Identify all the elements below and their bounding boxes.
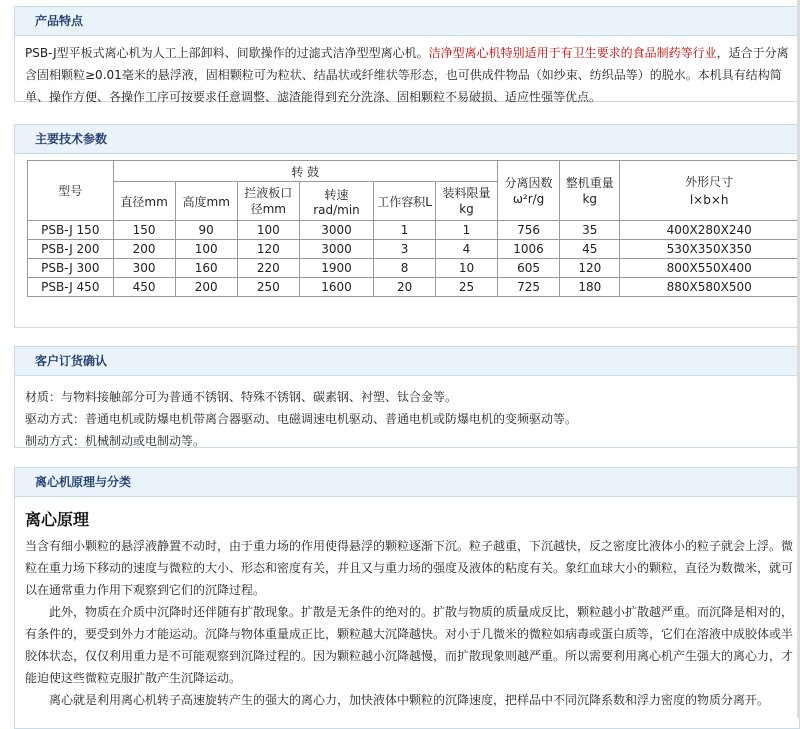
order-confirmation-section	[14, 346, 800, 448]
features-text	[15, 36, 799, 116]
table-row	[28, 278, 799, 297]
cell: 3	[374, 240, 436, 259]
cell: 1006	[497, 240, 559, 259]
header-speed: 转速rad/min	[299, 182, 373, 221]
product-features-section	[14, 6, 800, 102]
cell: 100	[237, 221, 299, 240]
cell: 8	[374, 259, 436, 278]
cell: 120	[560, 259, 620, 278]
cell: 1	[374, 221, 436, 240]
principle-section	[14, 467, 800, 729]
cell-model: PSB-J 450	[28, 278, 114, 297]
cell: 3000	[299, 221, 373, 240]
cell: 100	[175, 240, 237, 259]
cell: 530X350X350	[620, 240, 799, 259]
cell: 1600	[299, 278, 373, 297]
cell: 800X550X400	[620, 259, 799, 278]
cell: 250	[237, 278, 299, 297]
cell: 45	[560, 240, 620, 259]
section-title: 离心机原理与分类	[15, 468, 799, 497]
table-row	[28, 221, 799, 240]
principle-text	[15, 497, 799, 719]
spec-table	[27, 160, 799, 297]
cell: 3000	[299, 240, 373, 259]
principle-paragraph: 当含有细小颗粒的悬浮液静置不动时，由于重力场的作用使得悬浮的颗粒逐渐下沉。粒子越重，下沉越快，反之密度比液体小的粒子就会上浮。微粒在重力场下移动的速度与微粒的大小、形态和密度有关，并且又与重力场的强度及液体的粘度有关。象红血球大小的颗粒，直径为数微米，就可以在通常重力作用下观察到它们的沉降过程。	[25, 539, 794, 597]
cell: 10	[436, 259, 498, 278]
cell: 200	[113, 240, 175, 259]
features-highlight: 洁净型离心机特别适用于有卫生要求的食品制药等行业	[428, 46, 717, 60]
cell: 605	[497, 259, 559, 278]
cell: 90	[175, 221, 237, 240]
section-title: 客户订货确认	[15, 347, 799, 376]
features-rest: ，适合于分离含固相颗粒≥0.01毫米的悬浮液，固相颗粒可为粒状、结晶状或纤维状等形态，也可供成件物品（如纱束、纺织品等）的脱水。本机具有结构简单、操作方便、各操作工序可按要求任意调整、滤渣能得到充分洗涤、固相颗粒不易破损、适应性强等优点。	[25, 46, 789, 104]
header-factor: 分离因数ω²r/g	[497, 161, 559, 221]
cell: 180	[560, 278, 620, 297]
header-weight: 整机重量kg	[560, 161, 620, 221]
header-load: 装料限量kg	[436, 182, 498, 221]
cell: 1	[436, 221, 498, 240]
section-title: 产品特点	[15, 7, 799, 36]
cell-model: PSB-J 200	[28, 240, 114, 259]
header-volume: 工作容积L	[374, 182, 436, 221]
cell: 120	[237, 240, 299, 259]
table-row	[28, 240, 799, 259]
header-lip: 拦液板口径mm	[237, 182, 299, 221]
tech-specs-section	[14, 124, 800, 328]
order-line-drive: 驱动方式：普通电机或防爆电机带离合器驱动、电磁调速电机驱动、普通电机或防爆电机的变频驱动等。	[25, 412, 578, 426]
cell-model: PSB-J 150	[28, 221, 114, 240]
cell: 25	[436, 278, 498, 297]
header-drum: 转 鼓	[113, 161, 497, 182]
principle-paragraph: 离心就是利用离心机转子高速旋转产生的强大的离心力，加快液体中颗粒的沉降速度，把样品中不同沉降系数和浮力密度的物质分离开。	[49, 693, 770, 707]
cell: 880X580X500	[620, 278, 799, 297]
table-row	[28, 259, 799, 278]
cell: 4	[436, 240, 498, 259]
cell: 756	[497, 221, 559, 240]
header-model: 型号	[28, 161, 114, 221]
cell: 20	[374, 278, 436, 297]
features-intro: PSB-J型平板式离心机为人工上部卸料、间歇操作的过滤式洁净型型离心机。	[25, 46, 429, 60]
cell: 35	[560, 221, 620, 240]
cell: 220	[237, 259, 299, 278]
principle-paragraph: 此外，物质在介质中沉降时还伴随有扩散现象。扩散是无条件的绝对的。扩散与物质的质量成反比，颗粒越小扩散越严重。而沉降是相对的，有条件的，要受到外力才能运动。沉降与物体重量成正比，颗粒越大沉降越快。对小于几微米的微粒如病毒或蛋白质等，它们在溶液中成胶体或半胶体状态，仅仅利用重力是不可能观察到沉降过程的。因为颗粒越小沉降越慢，而扩散现象则越严重。所以需要利用离心机产生强大的离心力，才能迫使这些微粒克服扩散产生沉降运动。	[25, 605, 794, 685]
principle-heading: 离心原理	[25, 510, 90, 529]
order-text	[15, 376, 799, 460]
order-line-brake: 制动方式：机械制动或电制动等。	[25, 434, 206, 448]
order-line-material: 材质：与物料接触部分可为普通不锈钢、特殊不锈钢、碳素钢、衬塑、钛合金等。	[25, 390, 458, 404]
header-dims: 外形尺寸 l×b×h	[620, 161, 799, 221]
cell: 1900	[299, 259, 373, 278]
cell: 150	[113, 221, 175, 240]
header-diameter: 直径mm	[113, 182, 175, 221]
cell: 160	[175, 259, 237, 278]
cell: 200	[175, 278, 237, 297]
cell: 400X280X240	[620, 221, 799, 240]
cell: 300	[113, 259, 175, 278]
cell-model: PSB-J 300	[28, 259, 114, 278]
header-height: 高度mm	[175, 182, 237, 221]
cell: 725	[497, 278, 559, 297]
section-title: 主要技术参数	[15, 125, 799, 154]
cell: 450	[113, 278, 175, 297]
